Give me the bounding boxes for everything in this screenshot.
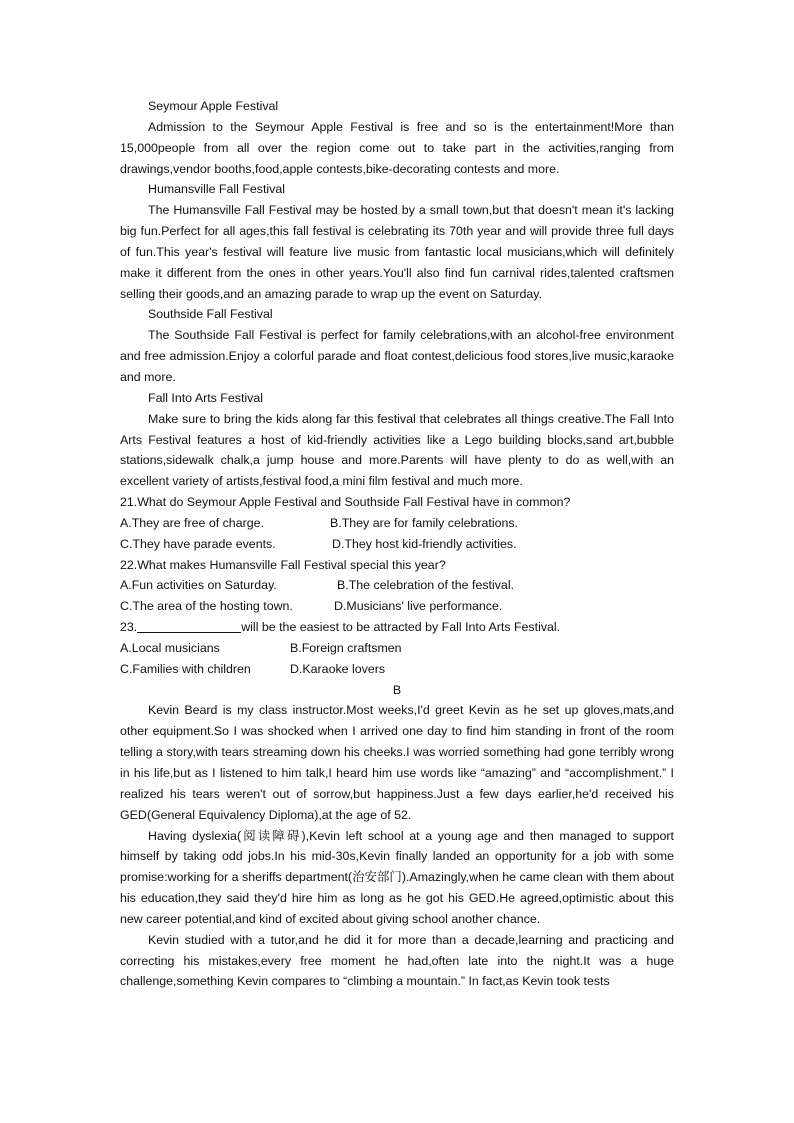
question-21-option-b: B.They are for family celebrations. [330, 515, 519, 530]
question-21-option-c: C.They have parade events. [120, 536, 276, 551]
question-22-option-d: D.Musicians' live performance. [334, 599, 503, 614]
festival-body-seymour: Admission to the Seymour Apple Festival is free and so is the entertainment!More than 15,000people from all over the region come out to take part in the activities,ranging from drawings,vendor booths,food,apple contests,bike-decorating contests and more. [120, 119, 674, 176]
question-22-options-row-2 [120, 596, 674, 617]
document-page [120, 96, 674, 992]
question-23-number: 23. [120, 620, 138, 635]
festival-heading-seymour: Seymour Apple Festival [148, 99, 279, 113]
question-23-option-b: B.Foreign craftsmen [290, 640, 402, 655]
question-23-option-a: A.Local musicians [120, 640, 220, 655]
question-23-options-row-2 [120, 659, 674, 680]
question-22-option-b: B.The celebration of the festival. [337, 578, 515, 593]
question-23-stem-text: will be the easiest to be attracted by Fall Into Arts Festival. [241, 620, 561, 635]
festival-heading-fall-into-arts: Fall Into Arts Festival [148, 390, 263, 405]
festival-body-humansville: The Humansville Fall Festival may be hosted by a small town,but that doesn't mean it's lacking big fun.Perfect for all ages,this fall festival is celebrating its 70th year and will provide three full days of fun.This year's festival will feature live music from fantastic local musicians,which will definitely make it different from the ones in other years.You'll also find fun carnival rides,talented craftsmen selling their goods,and an amazing parade to wrap up the event on Saturday. [120, 203, 674, 301]
festival-heading-humansville: Humansville Fall Festival [148, 182, 286, 197]
festival-body-southside: The Southside Fall Festival is perfect for family celebrations,with an alcohol-free environment and free admission.Enjoy a colorful parade and float contest,delicious food stores,live music,karaoke and more. [120, 328, 674, 384]
question-21-stem: 21.What do Seymour Apple Festival and Southside Fall Festival have in common? [120, 495, 571, 510]
question-21-option-a: A.They are free of charge. [120, 515, 264, 530]
question-23-option-c: C.Families with children [120, 661, 251, 676]
passage-b-paragraph-2: Having dyslexia(阅读障碍),Kevin left school at a young age and then managed to support himself by taking odd jobs.In his mid-30s,Kevin finally landed an opportunity for a job with some promise:working for a sheriffs department(治安部门).Amazingly,when he came clean with them about his education,they said they'd hire him as long as he got his GED.He agreed,optimistic about this new career potential,and kind of excited about giving school another chance. [120, 828, 674, 926]
question-21-options-row-1 [120, 513, 674, 534]
section-label-b: B [392, 682, 402, 697]
question-22-option-a: A.Fun activities on Saturday. [120, 578, 277, 593]
question-23-options-row-1 [120, 638, 674, 659]
passage-b-paragraph-1: Kevin Beard is my class instructor.Most weeks,I'd greet Kevin as he set up gloves,mats,and other equipment.So I was shocked when I arrived one day to find him standing in front of the room telling a story,with tears streaming down his cheeks.I was worried something had gone terribly wrong in his life,but as I listened to him talk,I heard him use words like “amazing” and “accomplishment.” I realized his tears weren't out of sorrow,but happiness.Just a few days earlier,he'd received his GED(General Equivalency Diploma),at the age of 52. [120, 703, 674, 822]
question-21-option-d: D.They host kid-friendly activities. [332, 536, 517, 551]
question-23-stem [120, 617, 674, 638]
answer-blank [137, 619, 241, 633]
question-22-option-c: C.The area of the hosting town. [120, 599, 293, 614]
question-21-options-row-2 [120, 534, 674, 555]
question-23-option-d: D.Karaoke lovers [290, 661, 386, 676]
festival-heading-southside: Southside Fall Festival [148, 307, 273, 322]
festival-body-fall-into-arts: Make sure to bring the kids along far this festival that celebrates all things creative.The Fall Into Arts Festival features a host of kid-friendly activities like a Lego building blocks,sand art,bubble stations,sidewalk chalk,a jump house and more.Parents will have plenty to do as well,with an excellent variety of artists,festival food,a mini film festival and much more. [120, 411, 674, 489]
question-22-stem: 22.What makes Humansville Fall Festival special this year? [120, 557, 446, 572]
passage-b-paragraph-3: Kevin studied with a tutor,and he did it for more than a decade,learning and practicing and correcting his mistakes,every free moment he had,often late into the night.It was a huge challenge,something Kevin compares to “climbing a mountain.” In fact,as Kevin took tests [120, 932, 674, 989]
question-22-options-row-1 [120, 575, 674, 596]
